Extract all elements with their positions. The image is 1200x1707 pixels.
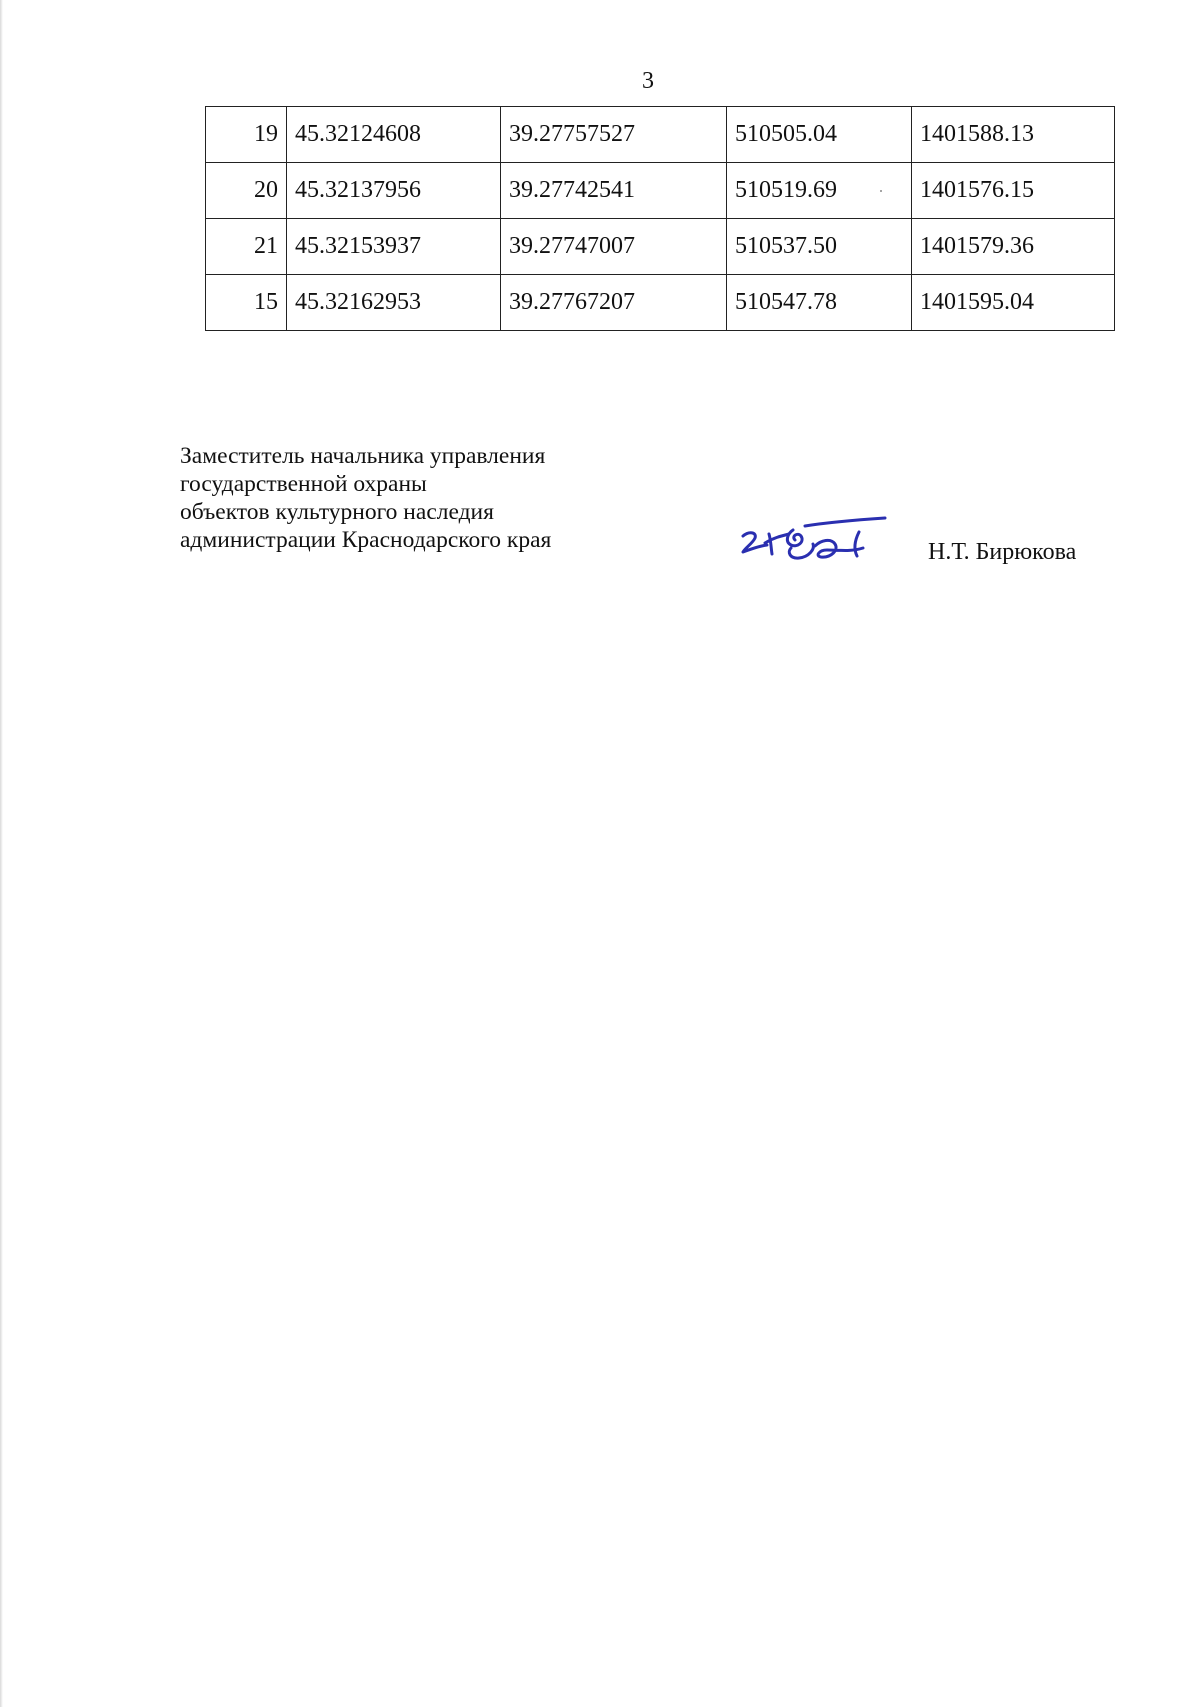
point-number-cell: 15	[206, 275, 287, 331]
y-coordinate-cell: 1401576.15	[912, 163, 1115, 219]
longitude-cell: 39.27767207	[501, 275, 727, 331]
longitude-cell: 39.27757527	[501, 107, 727, 163]
table-row	[206, 163, 1115, 219]
scan-edge	[0, 0, 3, 1707]
signature-stroke	[787, 530, 802, 546]
signature-stroke	[805, 518, 885, 526]
page-number: 3	[642, 68, 654, 94]
table-row	[206, 219, 1115, 275]
latitude-cell: 45.32153937	[287, 219, 501, 275]
longitude-cell: 39.27742541	[501, 163, 727, 219]
position-line: Заместитель начальника управления	[180, 443, 546, 469]
point-number-cell: 20	[206, 163, 287, 219]
position-line: государственной охраны	[180, 471, 427, 497]
signature-stroke	[769, 534, 772, 554]
y-coordinate-cell: 1401588.13	[912, 107, 1115, 163]
signature-stroke	[743, 533, 767, 552]
signer-name: Н.Т. Бирюкова	[928, 539, 1077, 565]
latitude-cell: 45.32137956	[287, 163, 501, 219]
point-number-cell: 21	[206, 219, 287, 275]
longitude-cell: 39.27747007	[501, 219, 727, 275]
position-line: администрации Краснодарского края	[180, 527, 552, 553]
signature-stroke	[855, 532, 859, 556]
y-coordinate-cell: 1401579.36	[912, 219, 1115, 275]
signatory-position	[180, 442, 551, 554]
handwritten-signature	[735, 512, 895, 572]
table-row	[206, 107, 1115, 163]
point-number-cell: 19	[206, 107, 287, 163]
x-coordinate-cell: 510519.69	[727, 163, 912, 219]
latitude-cell: 45.32124608	[287, 107, 501, 163]
x-coordinate-cell: 510537.50	[727, 219, 912, 275]
latitude-cell: 45.32162953	[287, 275, 501, 331]
coordinates-table	[205, 106, 1115, 331]
y-coordinate-cell: 1401595.04	[912, 275, 1115, 331]
position-line: объектов культурного наследия	[180, 499, 494, 525]
table-row	[206, 275, 1115, 331]
scan-speck	[880, 190, 882, 192]
x-coordinate-cell: 510505.04	[727, 107, 912, 163]
x-coordinate-cell: 510547.78	[727, 275, 912, 331]
signature-strokes	[743, 518, 885, 558]
